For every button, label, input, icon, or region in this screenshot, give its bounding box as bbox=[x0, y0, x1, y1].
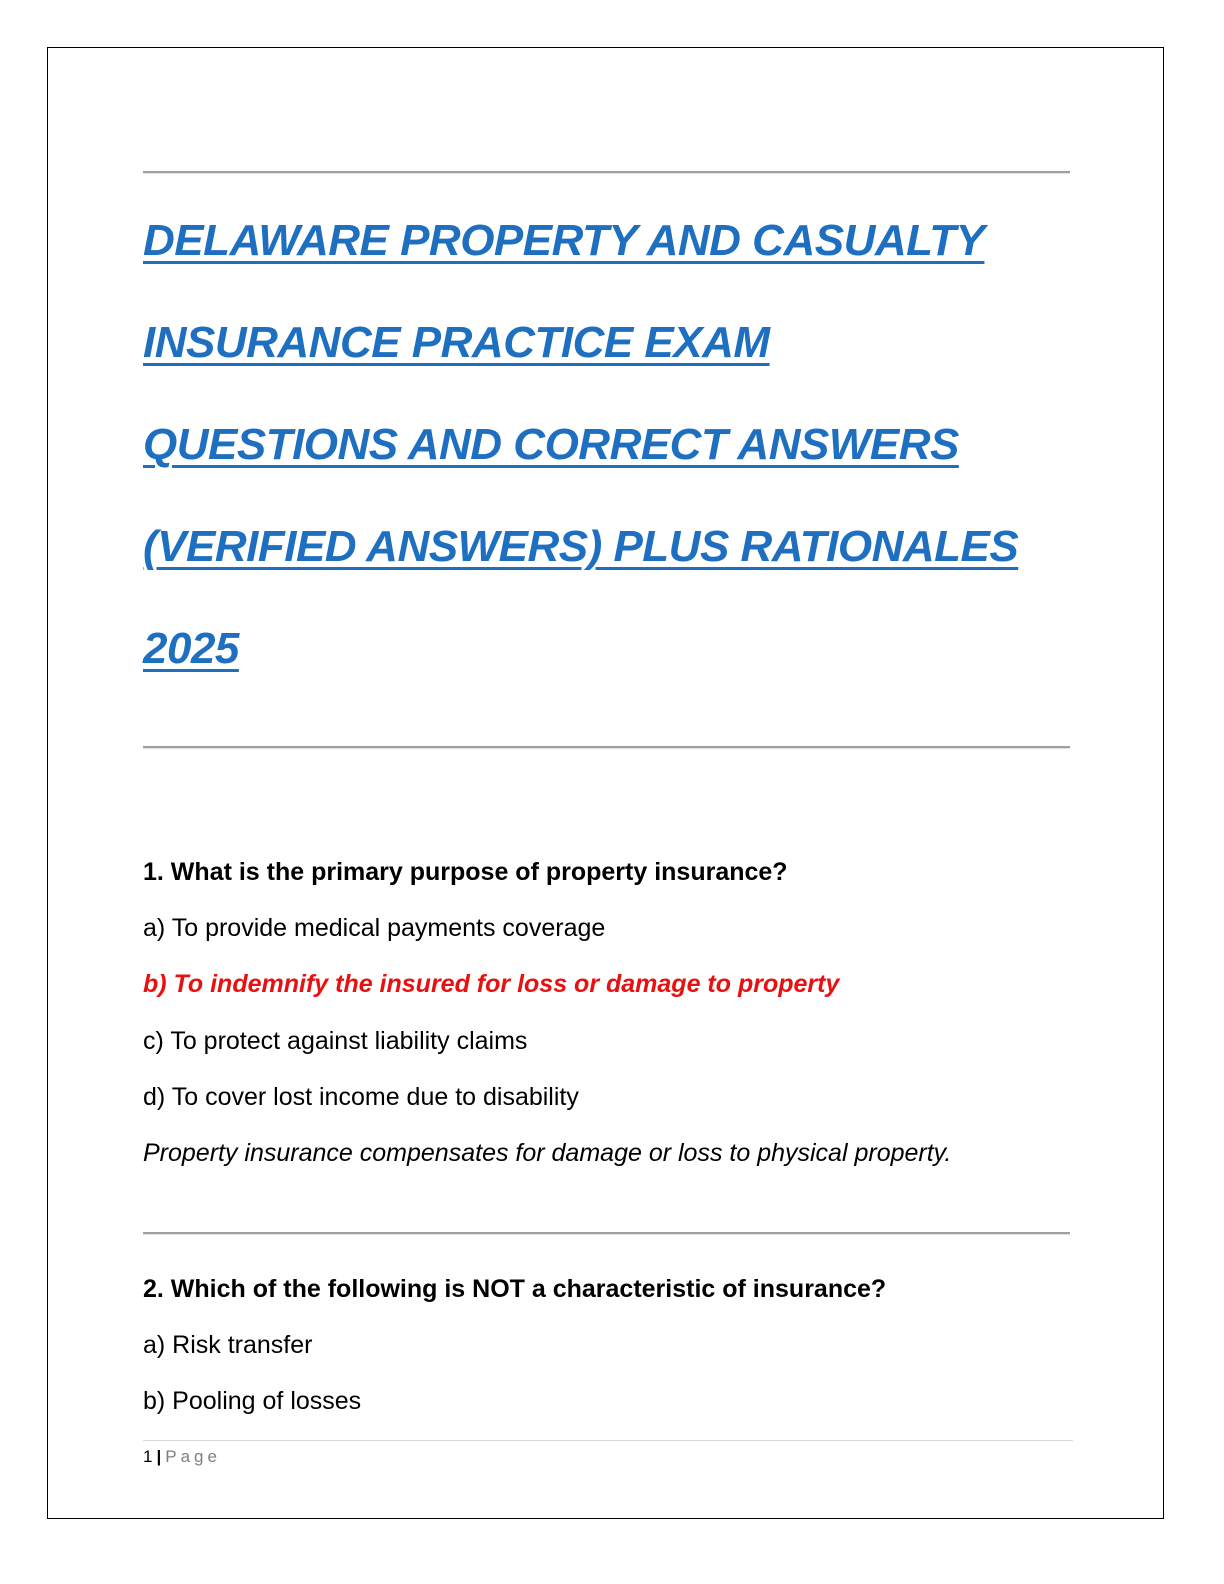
question-divider bbox=[143, 1232, 1070, 1235]
question-1: 1. What is the primary purpose of property insurance? bbox=[143, 858, 788, 886]
title-bottom-divider bbox=[143, 746, 1070, 749]
question-2-option-a: a) Risk transfer bbox=[143, 1331, 313, 1359]
question-1-rationale: Property insurance compensates for damage or loss to physical property. bbox=[143, 1139, 952, 1167]
page-label: Page bbox=[165, 1447, 221, 1466]
question-1-option-d: d) To cover lost income due to disability bbox=[143, 1083, 579, 1111]
question-1-option-a: a) To provide medical payments coverage bbox=[143, 914, 606, 942]
page-number: 1 bbox=[143, 1447, 153, 1466]
question-1-option-b-correct: b) To indemnify the insured for loss or damage to property bbox=[143, 970, 840, 998]
page-footer bbox=[143, 1447, 221, 1467]
footer-divider bbox=[143, 1440, 1073, 1441]
question-2: 2. Which of the following is NOT a characteristic of insurance? bbox=[143, 1275, 887, 1303]
title-line-1: DELAWARE PROPERTY AND CASUALTY bbox=[143, 216, 985, 265]
title-line-4: (VERIFIED ANSWERS) PLUS RATIONALES bbox=[143, 522, 1019, 571]
title-line-3: QUESTIONS AND CORRECT ANSWERS bbox=[143, 420, 959, 469]
top-divider bbox=[143, 171, 1070, 174]
title-line-2: INSURANCE PRACTICE EXAM bbox=[143, 318, 770, 367]
question-1-option-c: c) To protect against liability claims bbox=[143, 1027, 528, 1055]
title-line-5: 2025 bbox=[143, 624, 239, 673]
footer-separator: | bbox=[156, 1447, 162, 1466]
question-2-option-b: b) Pooling of losses bbox=[143, 1387, 362, 1415]
